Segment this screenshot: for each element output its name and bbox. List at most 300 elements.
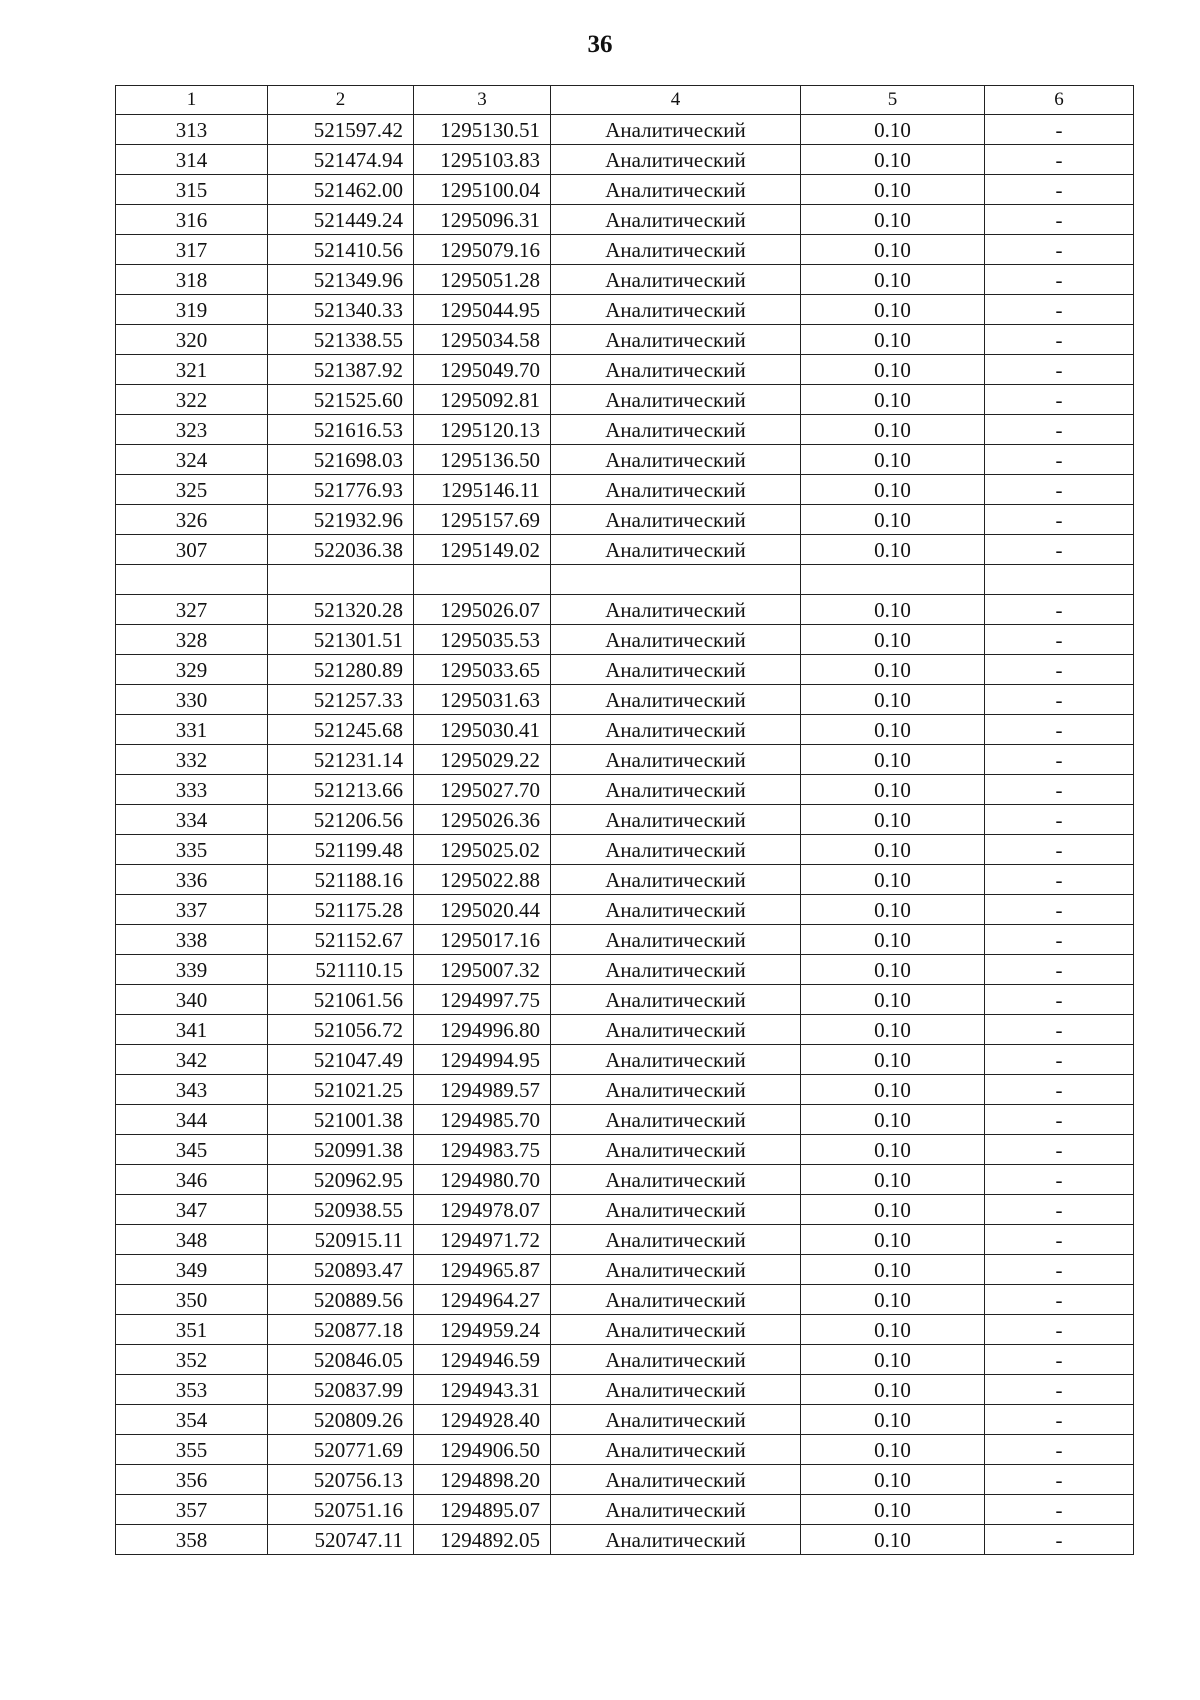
cell-y-coordinate: 1295020.44 (414, 895, 551, 925)
cell-accuracy: 0.10 (801, 1435, 985, 1465)
cell-x-coordinate: 520837.99 (268, 1375, 414, 1405)
cell-accuracy: 0.10 (801, 1285, 985, 1315)
cell-note: - (985, 1195, 1134, 1225)
table-row (116, 1225, 1134, 1255)
cell-point-number: 317 (116, 235, 268, 265)
cell-y-coordinate: 1295157.69 (414, 505, 551, 535)
cell-y-coordinate: 1295029.22 (414, 745, 551, 775)
cell-accuracy: 0.10 (801, 1525, 985, 1555)
cell-point-number: 339 (116, 955, 268, 985)
table-row (116, 205, 1134, 235)
cell-y-coordinate: 1294964.27 (414, 1285, 551, 1315)
cell-accuracy: 0.10 (801, 805, 985, 835)
cell-method: Аналитический (551, 295, 801, 325)
cell-x-coordinate: 520771.69 (268, 1435, 414, 1465)
cell-accuracy (801, 565, 985, 595)
cell-x-coordinate: 520751.16 (268, 1495, 414, 1525)
table-row (116, 1435, 1134, 1465)
cell-y-coordinate: 1295130.51 (414, 115, 551, 145)
cell-note: - (985, 625, 1134, 655)
cell-x-coordinate: 520938.55 (268, 1195, 414, 1225)
cell-point-number: 315 (116, 175, 268, 205)
cell-x-coordinate: 521245.68 (268, 715, 414, 745)
cell-note: - (985, 295, 1134, 325)
cell-note: - (985, 1525, 1134, 1555)
cell-x-coordinate: 520893.47 (268, 1255, 414, 1285)
cell-note: - (985, 265, 1134, 295)
cell-accuracy: 0.10 (801, 775, 985, 805)
table-row (116, 325, 1134, 355)
cell-point-number: 342 (116, 1045, 268, 1075)
cell-note: - (985, 715, 1134, 745)
cell-method: Аналитический (551, 205, 801, 235)
cell-x-coordinate: 520962.95 (268, 1165, 414, 1195)
cell-accuracy: 0.10 (801, 475, 985, 505)
cell-x-coordinate: 521188.16 (268, 865, 414, 895)
cell-y-coordinate: 1295051.28 (414, 265, 551, 295)
cell-x-coordinate: 521231.14 (268, 745, 414, 775)
table-row (116, 1075, 1134, 1105)
table-row (116, 1105, 1134, 1135)
cell-accuracy: 0.10 (801, 1315, 985, 1345)
cell-x-coordinate: 521280.89 (268, 655, 414, 685)
header-cell-4: 4 (551, 86, 801, 115)
cell-accuracy: 0.10 (801, 865, 985, 895)
cell-y-coordinate: 1295030.41 (414, 715, 551, 745)
cell-point-number: 343 (116, 1075, 268, 1105)
cell-y-coordinate: 1294994.95 (414, 1045, 551, 1075)
cell-x-coordinate: 521340.33 (268, 295, 414, 325)
cell-x-coordinate: 521320.28 (268, 595, 414, 625)
table-row (116, 1525, 1134, 1555)
cell-point-number: 321 (116, 355, 268, 385)
cell-point-number: 307 (116, 535, 268, 565)
cell-note: - (985, 1105, 1134, 1135)
page-number: 36 (587, 31, 613, 58)
cell-y-coordinate: 1295007.32 (414, 955, 551, 985)
table-row (116, 805, 1134, 835)
cell-method: Аналитический (551, 655, 801, 685)
cell-method: Аналитический (551, 1525, 801, 1555)
cell-accuracy: 0.10 (801, 595, 985, 625)
cell-point-number: 328 (116, 625, 268, 655)
cell-note: - (985, 1255, 1134, 1285)
cell-x-coordinate: 521213.66 (268, 775, 414, 805)
cell-note: - (985, 1315, 1134, 1345)
cell-method: Аналитический (551, 1495, 801, 1525)
cell-y-coordinate: 1295025.02 (414, 835, 551, 865)
cell-y-coordinate: 1295017.16 (414, 925, 551, 955)
cell-method: Аналитический (551, 1285, 801, 1315)
table-row (116, 595, 1134, 625)
cell-point-number: 326 (116, 505, 268, 535)
cell-accuracy: 0.10 (801, 1345, 985, 1375)
cell-method: Аналитический (551, 1135, 801, 1165)
cell-note: - (985, 145, 1134, 175)
cell-method: Аналитический (551, 175, 801, 205)
cell-x-coordinate: 521206.56 (268, 805, 414, 835)
cell-accuracy: 0.10 (801, 175, 985, 205)
cell-accuracy: 0.10 (801, 235, 985, 265)
cell-point-number (116, 565, 268, 595)
cell-method: Аналитический (551, 325, 801, 355)
table-row (116, 955, 1134, 985)
cell-method (551, 565, 801, 595)
cell-y-coordinate: 1295149.02 (414, 535, 551, 565)
cell-point-number: 324 (116, 445, 268, 475)
table-row (116, 1315, 1134, 1345)
cell-note: - (985, 175, 1134, 205)
cell-x-coordinate: 521474.94 (268, 145, 414, 175)
table-row (116, 505, 1134, 535)
cell-x-coordinate: 521932.96 (268, 505, 414, 535)
table-row (116, 1015, 1134, 1045)
cell-note: - (985, 1135, 1134, 1165)
cell-note: - (985, 235, 1134, 265)
table-row (116, 715, 1134, 745)
cell-note: - (985, 1465, 1134, 1495)
table-row (116, 1465, 1134, 1495)
cell-y-coordinate: 1295027.70 (414, 775, 551, 805)
cell-method: Аналитический (551, 1045, 801, 1075)
cell-method: Аналитический (551, 235, 801, 265)
cell-note: - (985, 745, 1134, 775)
cell-method: Аналитический (551, 535, 801, 565)
table-row (116, 625, 1134, 655)
cell-note: - (985, 535, 1134, 565)
cell-x-coordinate: 521301.51 (268, 625, 414, 655)
cell-y-coordinate: 1294898.20 (414, 1465, 551, 1495)
cell-method: Аналитический (551, 595, 801, 625)
cell-y-coordinate: 1295120.13 (414, 415, 551, 445)
cell-point-number: 332 (116, 745, 268, 775)
cell-method: Аналитический (551, 985, 801, 1015)
cell-accuracy: 0.10 (801, 745, 985, 775)
cell-x-coordinate: 521449.24 (268, 205, 414, 235)
cell-note: - (985, 325, 1134, 355)
cell-y-coordinate: 1295044.95 (414, 295, 551, 325)
header-cell-3: 3 (414, 86, 551, 115)
cell-note: - (985, 1345, 1134, 1375)
cell-accuracy: 0.10 (801, 505, 985, 535)
cell-point-number: 347 (116, 1195, 268, 1225)
cell-method: Аналитический (551, 1255, 801, 1285)
table-row (116, 265, 1134, 295)
cell-note: - (985, 955, 1134, 985)
cell-y-coordinate: 1294946.59 (414, 1345, 551, 1375)
cell-x-coordinate: 521462.00 (268, 175, 414, 205)
cell-point-number: 333 (116, 775, 268, 805)
cell-point-number: 327 (116, 595, 268, 625)
cell-point-number: 334 (116, 805, 268, 835)
table-row (116, 415, 1134, 445)
cell-point-number: 313 (116, 115, 268, 145)
cell-point-number: 341 (116, 1015, 268, 1045)
cell-x-coordinate (268, 565, 414, 595)
cell-accuracy: 0.10 (801, 715, 985, 745)
cell-point-number: 345 (116, 1135, 268, 1165)
cell-x-coordinate: 521257.33 (268, 685, 414, 715)
cell-point-number: 356 (116, 1465, 268, 1495)
cell-point-number: 354 (116, 1405, 268, 1435)
cell-method: Аналитический (551, 1405, 801, 1435)
cell-note: - (985, 805, 1134, 835)
cell-point-number: 329 (116, 655, 268, 685)
cell-x-coordinate: 521387.92 (268, 355, 414, 385)
table-row (116, 355, 1134, 385)
cell-note: - (985, 895, 1134, 925)
table-row (116, 1495, 1134, 1525)
cell-method: Аналитический (551, 775, 801, 805)
cell-y-coordinate: 1295031.63 (414, 685, 551, 715)
cell-accuracy: 0.10 (801, 895, 985, 925)
cell-method: Аналитический (551, 1165, 801, 1195)
table-row (116, 985, 1134, 1015)
table-row (116, 1405, 1134, 1435)
table-row (116, 295, 1134, 325)
cell-point-number: 325 (116, 475, 268, 505)
cell-point-number: 314 (116, 145, 268, 175)
cell-accuracy: 0.10 (801, 205, 985, 235)
cell-method: Аналитический (551, 805, 801, 835)
table-row (116, 175, 1134, 205)
cell-accuracy: 0.10 (801, 1405, 985, 1435)
cell-note: - (985, 1405, 1134, 1435)
cell-accuracy: 0.10 (801, 1465, 985, 1495)
cell-x-coordinate: 521597.42 (268, 115, 414, 145)
table-header-row (116, 86, 1134, 115)
cell-method: Аналитический (551, 145, 801, 175)
cell-method: Аналитический (551, 685, 801, 715)
cell-point-number: 350 (116, 1285, 268, 1315)
cell-y-coordinate: 1294895.07 (414, 1495, 551, 1525)
cell-method: Аналитический (551, 355, 801, 385)
cell-note: - (985, 1165, 1134, 1195)
cell-method: Аналитический (551, 835, 801, 865)
cell-x-coordinate: 521525.60 (268, 385, 414, 415)
table-row (116, 145, 1134, 175)
cell-x-coordinate: 520991.38 (268, 1135, 414, 1165)
cell-y-coordinate: 1294892.05 (414, 1525, 551, 1555)
cell-method: Аналитический (551, 745, 801, 775)
cell-method: Аналитический (551, 265, 801, 295)
cell-method: Аналитический (551, 1075, 801, 1105)
cell-method: Аналитический (551, 505, 801, 535)
cell-y-coordinate: 1295146.11 (414, 475, 551, 505)
cell-accuracy: 0.10 (801, 1045, 985, 1075)
cell-y-coordinate: 1295026.36 (414, 805, 551, 835)
cell-point-number: 322 (116, 385, 268, 415)
table-row (116, 1375, 1134, 1405)
cell-point-number: 352 (116, 1345, 268, 1375)
cell-accuracy: 0.10 (801, 115, 985, 145)
cell-note: - (985, 205, 1134, 235)
cell-point-number: 335 (116, 835, 268, 865)
table-row (116, 115, 1134, 145)
cell-accuracy: 0.10 (801, 685, 985, 715)
table-row (116, 1045, 1134, 1075)
cell-y-coordinate: 1294996.80 (414, 1015, 551, 1045)
cell-note: - (985, 985, 1134, 1015)
table-row (116, 1195, 1134, 1225)
cell-y-coordinate: 1295022.88 (414, 865, 551, 895)
cell-accuracy: 0.10 (801, 145, 985, 175)
cell-note: - (985, 865, 1134, 895)
cell-y-coordinate: 1295103.83 (414, 145, 551, 175)
cell-method: Аналитический (551, 1195, 801, 1225)
cell-method: Аналитический (551, 1015, 801, 1045)
cell-note: - (985, 835, 1134, 865)
cell-note: - (985, 415, 1134, 445)
cell-x-coordinate: 521056.72 (268, 1015, 414, 1045)
cell-method: Аналитический (551, 475, 801, 505)
cell-x-coordinate: 521001.38 (268, 1105, 414, 1135)
table-body (116, 115, 1134, 1555)
cell-note: - (985, 505, 1134, 535)
cell-point-number: 323 (116, 415, 268, 445)
table-row (116, 535, 1134, 565)
cell-y-coordinate: 1294980.70 (414, 1165, 551, 1195)
cell-point-number: 316 (116, 205, 268, 235)
cell-y-coordinate: 1295033.65 (414, 655, 551, 685)
cell-note: - (985, 1015, 1134, 1045)
cell-y-coordinate: 1295049.70 (414, 355, 551, 385)
cell-accuracy: 0.10 (801, 1105, 985, 1135)
cell-x-coordinate: 520809.26 (268, 1405, 414, 1435)
cell-note: - (985, 475, 1134, 505)
cell-note: - (985, 685, 1134, 715)
cell-x-coordinate: 521110.15 (268, 955, 414, 985)
cell-method: Аналитический (551, 625, 801, 655)
cell-method: Аналитический (551, 715, 801, 745)
cell-method: Аналитический (551, 955, 801, 985)
cell-method: Аналитический (551, 1375, 801, 1405)
cell-x-coordinate: 520877.18 (268, 1315, 414, 1345)
cell-accuracy: 0.10 (801, 445, 985, 475)
table-row (116, 1345, 1134, 1375)
table-row (116, 865, 1134, 895)
cell-x-coordinate: 521175.28 (268, 895, 414, 925)
cell-method: Аналитический (551, 1225, 801, 1255)
cell-y-coordinate: 1295136.50 (414, 445, 551, 475)
header-cell-5: 5 (801, 86, 985, 115)
cell-x-coordinate: 520756.13 (268, 1465, 414, 1495)
cell-x-coordinate: 521338.55 (268, 325, 414, 355)
cell-note (985, 565, 1134, 595)
cell-note: - (985, 1075, 1134, 1105)
cell-accuracy: 0.10 (801, 295, 985, 325)
cell-y-coordinate: 1295100.04 (414, 175, 551, 205)
header-cell-2: 2 (268, 86, 414, 115)
cell-point-number: 319 (116, 295, 268, 325)
cell-x-coordinate: 521410.56 (268, 235, 414, 265)
cell-note: - (985, 355, 1134, 385)
table-row (116, 475, 1134, 505)
cell-x-coordinate: 521349.96 (268, 265, 414, 295)
cell-note: - (985, 115, 1134, 145)
cell-point-number: 349 (116, 1255, 268, 1285)
cell-accuracy: 0.10 (801, 625, 985, 655)
cell-y-coordinate: 1294983.75 (414, 1135, 551, 1165)
cell-point-number: 358 (116, 1525, 268, 1555)
table-row (116, 1165, 1134, 1195)
cell-note: - (985, 595, 1134, 625)
cell-accuracy: 0.10 (801, 325, 985, 355)
cell-point-number: 348 (116, 1225, 268, 1255)
cell-point-number: 331 (116, 715, 268, 745)
cell-method: Аналитический (551, 1105, 801, 1135)
cell-note: - (985, 655, 1134, 685)
table-row (116, 235, 1134, 265)
header-cell-6: 6 (985, 86, 1134, 115)
cell-y-coordinate: 1294906.50 (414, 1435, 551, 1465)
cell-x-coordinate: 521616.53 (268, 415, 414, 445)
cell-accuracy: 0.10 (801, 415, 985, 445)
table-row (116, 445, 1134, 475)
cell-x-coordinate: 521152.67 (268, 925, 414, 955)
cell-method: Аналитический (551, 415, 801, 445)
cell-accuracy: 0.10 (801, 1225, 985, 1255)
cell-note: - (985, 775, 1134, 805)
table-row (116, 685, 1134, 715)
cell-y-coordinate: 1294989.57 (414, 1075, 551, 1105)
cell-method: Аналитический (551, 925, 801, 955)
cell-accuracy: 0.10 (801, 1075, 985, 1105)
cell-x-coordinate: 520889.56 (268, 1285, 414, 1315)
cell-point-number: 351 (116, 1315, 268, 1345)
cell-x-coordinate: 521047.49 (268, 1045, 414, 1075)
cell-x-coordinate: 521199.48 (268, 835, 414, 865)
cell-method: Аналитический (551, 895, 801, 925)
cell-point-number: 336 (116, 865, 268, 895)
table-row (116, 835, 1134, 865)
table-row (116, 925, 1134, 955)
cell-method: Аналитический (551, 115, 801, 145)
cell-y-coordinate: 1294959.24 (414, 1315, 551, 1345)
cell-y-coordinate: 1294997.75 (414, 985, 551, 1015)
cell-note: - (985, 1285, 1134, 1315)
table-row (116, 775, 1134, 805)
cell-y-coordinate: 1295026.07 (414, 595, 551, 625)
cell-x-coordinate: 521698.03 (268, 445, 414, 475)
cell-x-coordinate: 521776.93 (268, 475, 414, 505)
cell-point-number: 318 (116, 265, 268, 295)
cell-accuracy: 0.10 (801, 955, 985, 985)
cell-note: - (985, 1435, 1134, 1465)
cell-accuracy: 0.10 (801, 925, 985, 955)
cell-method: Аналитический (551, 1465, 801, 1495)
cell-y-coordinate: 1295092.81 (414, 385, 551, 415)
cell-accuracy: 0.10 (801, 1015, 985, 1045)
cell-note: - (985, 445, 1134, 475)
cell-accuracy: 0.10 (801, 1195, 985, 1225)
table-row (116, 1255, 1134, 1285)
cell-y-coordinate: 1294965.87 (414, 1255, 551, 1285)
cell-note: - (985, 1495, 1134, 1525)
cell-y-coordinate: 1294943.31 (414, 1375, 551, 1405)
cell-x-coordinate: 520915.11 (268, 1225, 414, 1255)
cell-y-coordinate: 1295096.31 (414, 205, 551, 235)
cell-accuracy: 0.10 (801, 1165, 985, 1195)
cell-accuracy: 0.10 (801, 355, 985, 385)
cell-note: - (985, 925, 1134, 955)
cell-accuracy: 0.10 (801, 1495, 985, 1525)
cell-method: Аналитический (551, 385, 801, 415)
cell-method: Аналитический (551, 865, 801, 895)
cell-accuracy: 0.10 (801, 1135, 985, 1165)
cell-method: Аналитический (551, 445, 801, 475)
table-row (116, 1285, 1134, 1315)
